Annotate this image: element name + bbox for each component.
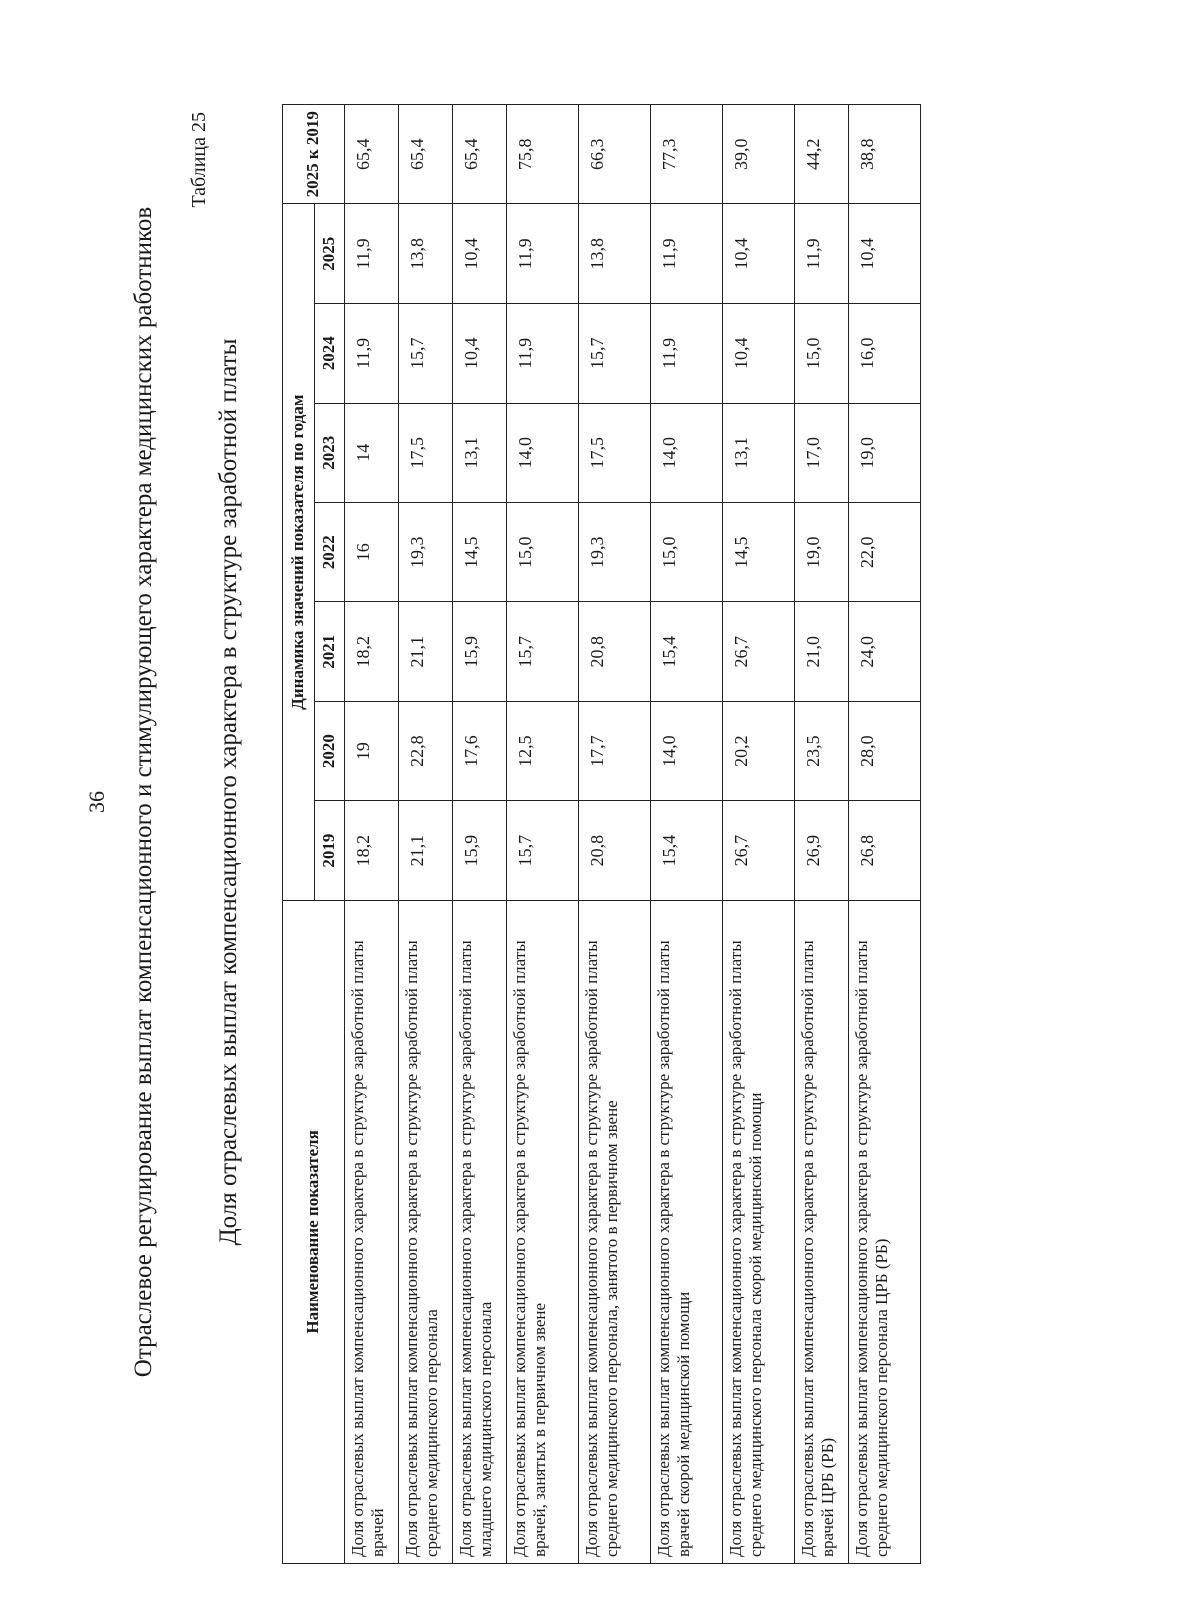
row-name: Доля отраслевых выплат компенсационного характера в структуре заработной платы врачей скорой медицинской помощи [651, 900, 723, 1563]
cell-value: 10,4 [453, 204, 507, 304]
table-row [723, 105, 795, 1564]
cell-value: 15,4 [651, 801, 723, 900]
cell-value: 13,8 [399, 204, 453, 304]
cell-value: 17,5 [399, 403, 453, 502]
cell-value: 17,5 [579, 403, 651, 502]
cell-value: 15,9 [453, 801, 507, 900]
cell-value: 24,0 [849, 602, 921, 701]
cell-value: 12,5 [507, 701, 579, 800]
cell-ratio: 39,0 [723, 105, 795, 205]
cell-value: 15,7 [507, 801, 579, 900]
cell-value: 19 [345, 701, 399, 800]
header-ratio: 2025 к 2019 [283, 105, 345, 205]
cell-ratio: 75,8 [507, 105, 579, 205]
table-row [849, 105, 921, 1564]
header-year: 2019 [315, 801, 345, 900]
cell-value: 21,1 [399, 602, 453, 701]
cell-value: 28,0 [849, 701, 921, 800]
cell-value: 11,9 [651, 204, 723, 304]
cell-ratio: 38,8 [849, 105, 921, 205]
table-row [579, 105, 651, 1564]
cell-value: 15,0 [795, 304, 849, 403]
cell-value: 26,7 [723, 602, 795, 701]
row-name: Доля отраслевых выплат компенсационного характера в структуре заработной платы врачей [345, 900, 399, 1563]
cell-value: 18,2 [345, 602, 399, 701]
table-row [345, 105, 399, 1564]
data-table [282, 104, 921, 1564]
cell-value: 15,9 [453, 602, 507, 701]
page-number: 36 [84, 791, 109, 813]
row-name: Доля отраслевых выплат компенсационного характера в структуре заработной платы среднего медицинского персонала, занятого в первичном звене [579, 900, 651, 1563]
cell-ratio: 44,2 [795, 105, 849, 205]
cell-value: 14,5 [723, 502, 795, 601]
cell-value: 26,9 [795, 801, 849, 900]
cell-ratio: 77,3 [651, 105, 723, 205]
cell-value: 11,9 [507, 304, 579, 403]
header-year: 2020 [315, 701, 345, 800]
row-name: Доля отраслевых выплат компенсационного характера в структуре заработной платы среднего медицинского персонала скорой медицинской помощи [723, 900, 795, 1563]
row-name: Доля отраслевых выплат компенсационного характера в структуре заработной платы врачей ЦРБ (РБ) [795, 900, 849, 1563]
cell-value: 20,8 [579, 801, 651, 900]
cell-value: 14,0 [651, 701, 723, 800]
cell-value: 20,8 [579, 602, 651, 701]
cell-value: 23,5 [795, 701, 849, 800]
cell-value: 15,7 [579, 304, 651, 403]
cell-value: 13,8 [579, 204, 651, 304]
cell-value: 11,9 [795, 204, 849, 304]
cell-value: 26,7 [723, 801, 795, 900]
row-name: Доля отраслевых выплат компенсационного характера в структуре заработной платы врачей, занятых в первичном звене [507, 900, 579, 1563]
cell-value: 22,0 [849, 502, 921, 601]
table-title: Доля отраслевых выплат компенсационного характера в структуре заработной платы [215, 338, 242, 1246]
header-group: Динамика значений показателя по годам [283, 204, 315, 900]
cell-value: 15,7 [507, 602, 579, 701]
cell-value: 11,9 [651, 304, 723, 403]
cell-value: 21,1 [399, 801, 453, 900]
cell-value: 10,4 [849, 204, 921, 304]
cell-value: 20,2 [723, 701, 795, 800]
cell-ratio: 65,4 [345, 105, 399, 205]
cell-value: 13,1 [453, 403, 507, 502]
page-heading: Отраслевое регулирование выплат компенсационного и стимулирующего характера медицинских работников [130, 206, 157, 1378]
cell-value: 15,0 [507, 502, 579, 601]
cell-value: 16 [345, 502, 399, 601]
cell-value: 10,4 [723, 304, 795, 403]
cell-value: 17,6 [453, 701, 507, 800]
header-year: 2025 [315, 204, 345, 304]
table-number: Таблица 25 [188, 112, 210, 208]
cell-value: 10,4 [453, 304, 507, 403]
cell-value: 11,9 [345, 304, 399, 403]
header-year: 2024 [315, 304, 345, 403]
header-year: 2022 [315, 502, 345, 601]
header-year: 2021 [315, 602, 345, 701]
cell-value: 21,0 [795, 602, 849, 701]
cell-value: 10,4 [723, 204, 795, 304]
cell-value: 16,0 [849, 304, 921, 403]
table-row [399, 105, 453, 1564]
cell-value: 14 [345, 403, 399, 502]
cell-ratio: 65,4 [399, 105, 453, 205]
cell-value: 22,8 [399, 701, 453, 800]
row-name: Доля отраслевых выплат компенсационного характера в структуре заработной платы среднего медицинского персонала [399, 900, 453, 1563]
cell-value: 11,9 [507, 204, 579, 304]
cell-value: 15,7 [399, 304, 453, 403]
cell-value: 19,3 [399, 502, 453, 601]
table-row [507, 105, 579, 1564]
cell-value: 15,0 [651, 502, 723, 601]
cell-value: 19,0 [849, 403, 921, 502]
table-row [795, 105, 849, 1564]
cell-value: 17,7 [579, 701, 651, 800]
header-name: Наименование показателя [283, 900, 345, 1563]
cell-value: 13,1 [723, 403, 795, 502]
cell-value: 14,5 [453, 502, 507, 601]
row-name: Доля отраслевых выплат компенсационного характера в структуре заработной платы среднего медицинского персонала ЦРБ (РБ) [849, 900, 921, 1563]
cell-value: 19,0 [795, 502, 849, 601]
table-row [453, 105, 507, 1564]
cell-value: 26,8 [849, 801, 921, 900]
table-body [345, 105, 921, 1564]
cell-value: 14,0 [651, 403, 723, 502]
cell-value: 17,0 [795, 403, 849, 502]
cell-value: 15,4 [651, 602, 723, 701]
cell-ratio: 66,3 [579, 105, 651, 205]
cell-value: 19,3 [579, 502, 651, 601]
cell-value: 18,2 [345, 801, 399, 900]
cell-ratio: 65,4 [453, 105, 507, 205]
row-name: Доля отраслевых выплат компенсационного характера в структуре заработной платы младшего медицинского персонала [453, 900, 507, 1563]
header-year: 2023 [315, 403, 345, 502]
cell-value: 11,9 [345, 204, 399, 304]
table-row [651, 105, 723, 1564]
cell-value: 14,0 [507, 403, 579, 502]
